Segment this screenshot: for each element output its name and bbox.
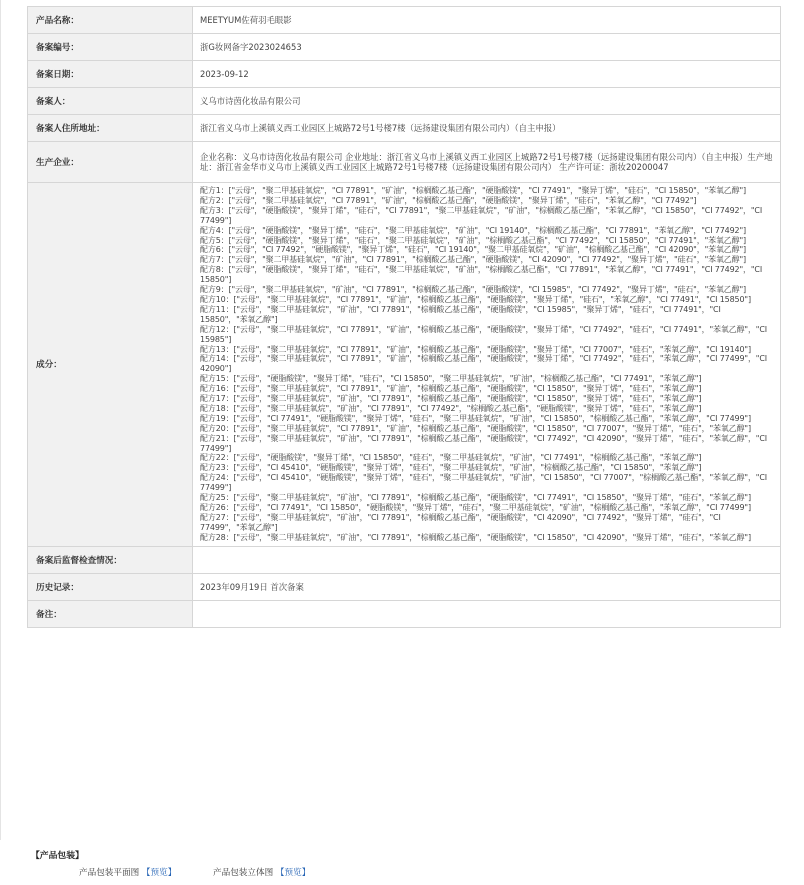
formula-item: 配方10：["云母"，"聚二甲基硅氧烷"，"CI 77891"，"矿油"，"棕榈酸乙基己酯"，"硬脂酸镁"，"聚异丁烯"，"硅石"，"苯氧乙醇"，"CI 77491"，"CI 15850"] [200,294,751,304]
history-value: 2023年09月19日 首次备案 [193,573,781,600]
record-date-value: 2023-09-12 [193,61,781,88]
supervision-label: 备案后监督检查情况： [28,546,193,573]
record-table [27,6,781,628]
formula-item: 配方14：["云母"，"聚二甲基硅氧烷"，"CI 77891"，"矿油"，"棕榈酸乙基己酯"，"硬脂酸镁"，"聚异丁烯"，"CI 77492"，"硅石"，"苯氧乙醇"，"CI 77499"，"CI 42090"] [200,354,767,374]
row-supervision [28,546,781,573]
formula-item: 配方7：["云母"，"聚二甲基硅氧烷"，"矿油"，"CI 77891"，"棕榈酸乙基己酯"，"硬脂酸镁"，"CI 42090"，"CI 77492"，"聚异丁烯"，"硅石"，"苯氧乙醇"] [200,255,746,265]
packaging-flat-preview-link[interactable]: 【预览】 [141,868,177,878]
formula-item: 配方5：["云母"，"硬脂酸镁"，"聚异丁烯"，"硅石"，"聚二甲基硅氧烷"，"矿油"，"棕榈酸乙基己酯"，"CI 77492"，"CI 15850"，"CI 77491"，"苯氧乙醇"] [200,235,746,245]
supervision-value [193,546,781,573]
remarks-value [193,600,781,627]
formula-item: 配方1：["云母"，"聚二甲基硅氧烷"，"CI 77891"，"矿油"，"棕榈酸乙基己酯"，"硬脂酸镁"，"CI 77491"，"聚异丁烯"，"硅石"，"CI 15850"，"苯氧乙醇"] [200,186,746,195]
row-manufacturer [28,142,781,183]
formula-item: 配方15：["云母"，"硬脂酸镁"，"聚异丁烯"，"硅石"，"CI 15850"，"聚二甲基硅氧烷"，"矿油"，"棕榈酸乙基己酯"，"CI 77491"，"苯氧乙醇"] [200,374,702,384]
formula-item: 配方21：["云母"，"聚二甲基硅氧烷"，"矿油"，"CI 77891"，"棕榈酸乙基己酯"，"硬脂酸镁"，"CI 77492"，"CI 42090"，"聚异丁烯"，"硅石"，"苯氧乙醇"，"CI 77499"] [200,433,767,453]
ingredients-label: 成分： [28,183,193,547]
packaging-solid-preview-link[interactable]: 【预览】 [275,868,311,878]
product-name-value: MEETYUM佐荷羽毛眼影 [193,7,781,34]
formula-item: 配方2：["云母"，"聚二甲基硅氧烷"，"CI 77891"，"矿油"，"棕榈酸乙基己酯"，"硬脂酸镁"，"聚异丁烯"，"硅石"，"苯氧乙醇"，"CI 77492"] [200,195,697,205]
registrant-address-value: 浙江省义乌市上溪镇义西工业园区上城路72号1号楼7楼（远扬建设集团有限公司内）（自主申报） [193,115,781,142]
product-name-label: 产品名称： [28,7,193,34]
ingredients-value [193,183,781,547]
page-border [0,0,1,840]
formula-item: 配方12：["云母"，"聚二甲基硅氧烷"，"CI 77891"，"矿油"，"棕榈酸乙基己酯"，"硬脂酸镁"，"聚异丁烯"，"CI 77492"，"硅石"，"CI 77491"，"苯氧乙醇"，"CI 15985"] [200,324,767,344]
packaging-flat-label: 产品包装平面图 [79,868,140,878]
record-number-label: 备案编号： [28,34,193,61]
formula-item: 配方17：["云母"，"聚二甲基硅氧烷"，"矿油"，"CI 77891"，"棕榈酸乙基己酯"，"硬脂酸镁"，"CI 15850"，"聚异丁烯"，"硅石"，"苯氧乙醇"] [200,394,702,404]
registrant-label: 备案人： [28,88,193,115]
formula-item: 配方23：["云母"，"CI 45410"，"硬脂酸镁"，"聚异丁烯"，"硅石"，"聚二甲基硅氧烷"，"矿油"，"棕榈酸乙基己酯"，"CI 15850"，"苯氧乙醇"] [200,463,702,473]
row-record-date [28,61,781,88]
record-number-value: 浙G妆网备字2023024653 [193,34,781,61]
row-product-name [28,7,781,34]
registrant-address-label: 备案人住所地址： [28,115,193,142]
formula-item: 配方4：["云母"，"硬脂酸镁"，"聚异丁烯"，"硅石"，"聚二甲基硅氧烷"，"矿油"，"CI 19140"，"棕榈酸乙基己酯"，"CI 77891"，"苯氧乙醇"，"CI 77492"] [200,225,746,235]
row-record-number [28,34,781,61]
manufacturer-value: 企业名称：义乌市诗茵化妆品有限公司 企业地址：浙江省义乌市上溪镇义西工业园区上城路72号1号楼7楼（远扬建设集团有限公司内）（自主申报）生产地址：浙江省金华市义乌市上溪镇义西工业园区上城路72号1号楼7楼（远扬建设集团有限公司内） 生产许可证：浙妆20200047 [193,142,781,183]
formula-item: 配方6：["云母"，"CI 77492"，"硬脂酸镁"，"聚异丁烯"，"硅石"，"CI 19140"，"聚二甲基硅氧烷"，"矿油"，"棕榈酸乙基己酯"，"CI 42090"，"苯氧乙醇"] [200,245,746,255]
formula-item: 配方9：["云母"，"聚二甲基硅氧烷"，"矿油"，"CI 77891"，"棕榈酸乙基己酯"，"硬脂酸镁"，"CI 15985"，"CI 77492"，"聚异丁烯"，"硅石"，"苯氧乙醇"] [200,285,746,295]
remarks-label: 备注： [28,600,193,627]
formula-item: 配方26：["云母"，"CI 77491"，"CI 15850"，"硬脂酸镁"，"聚异丁烯"，"硅石"，"聚二甲基硅氧烷"，"矿油"，"棕榈酸乙基己酯"，"苯氧乙醇"，"CI 77499"] [200,503,751,512]
packaging-title: 【产品包装】 [31,851,84,861]
row-remarks [28,600,781,627]
formula-item: 配方25：["云母"，"聚二甲基硅氧烷"，"矿油"，"CI 77891"，"棕榈酸乙基己酯"，"硬脂酸镁"，"CI 77491"，"CI 15850"，"聚异丁烯"，"硅石"，"苯氧乙醇"] [200,493,751,503]
formula-item: 配方28：["云母"，"聚二甲基硅氧烷"，"矿油"，"CI 77891"，"棕榈酸乙基己酯"，"硬脂酸镁"，"CI 15850"，"CI 42090"，"聚异丁烯"，"硅石"，"苯氧乙醇"] [200,532,751,542]
row-history [28,573,781,600]
packaging-solid-label: 产品包装立体图 [213,868,274,878]
formula-item: 配方18：["云母"，"聚二甲基硅氧烷"，"矿油"，"CI 77891"，"CI 77492"，"棕榈酸乙基己酯"，"硬脂酸镁"，"聚异丁烯"，"硅石"，"苯氧乙醇"] [200,403,702,413]
formula-item: 配方3：["云母"，"硬脂酸镁"，"聚异丁烯"，"硅石"，"CI 77891"，"聚二甲基硅氧烷"，"矿油"，"棕榈酸乙基己酯"，"苯氧乙醇"，"CI 15850"，"CI 77492"，"CI 77499"] [200,205,763,225]
formula-item: 配方20：["云母"，"聚二甲基硅氧烷"，"CI 77891"，"矿油"，"棕榈酸乙基己酯"，"硬脂酸镁"，"CI 15850"，"CI 77007"，"聚异丁烯"，"硅石"，"苯氧乙醇"] [200,423,751,433]
registrant-value: 义乌市诗茵化妆品有限公司 [193,88,781,115]
formula-item: 配方19：["云母"，"CI 77491"，"硬脂酸镁"，"聚异丁烯"，"硅石"，"聚二甲基硅氧烷"，"矿油"，"CI 15850"，"棕榈酸乙基己酯"，"苯氧乙醇"，"CI 77499"] [200,413,751,423]
formula-item: 配方22：["云母"，"硬脂酸镁"，"聚异丁烯"，"CI 15850"，"硅石"，"聚二甲基硅氧烷"，"矿油"，"CI 77491"，"棕榈酸乙基己酯"，"苯氧乙醇"] [200,453,702,463]
packaging-flat [79,866,176,878]
row-registrant [28,88,781,115]
row-ingredients [28,183,781,547]
formula-item: 配方24：["云母"，"CI 45410"，"硬脂酸镁"，"聚异丁烯"，"硅石"，"聚二甲基硅氧烷"，"矿油"，"CI 15850"，"CI 77007"，"棕榈酸乙基己酯"，"苯氧乙醇"，"CI 77499"] [200,473,767,493]
formula-item: 配方8：["云母"，"硬脂酸镁"，"聚异丁烯"，"硅石"，"聚二甲基硅氧烷"，"矿油"，"棕榈酸乙基己酯"，"CI 77891"，"苯氧乙醇"，"CI 77491"，"CI 77492"，"CI 15850"] [200,265,763,285]
history-label: 历史记录： [28,573,193,600]
formula-item: 配方13：["云母"，"聚二甲基硅氧烷"，"CI 77891"，"矿油"，"棕榈酸乙基己酯"，"硬脂酸镁"，"聚异丁烯"，"CI 77007"，"硅石"，"苯氧乙醇"，"CI 19140"] [200,344,751,354]
formula-item: 配方16：["云母"，"聚二甲基硅氧烷"，"CI 77891"，"矿油"，"棕榈酸乙基己酯"，"硬脂酸镁"，"CI 15850"，"聚异丁烯"，"硅石"，"苯氧乙醇"] [200,384,702,394]
formula-item: 配方27：["云母"，"聚二甲基硅氧烷"，"矿油"，"CI 77891"，"棕榈酸乙基己酯"，"硬脂酸镁"，"CI 42090"，"CI 77492"，"聚异丁烯"，"硅石"，"CI 77499"，"苯氧乙醇"] [200,512,721,532]
manufacturer-label: 生产企业： [28,142,193,183]
packaging-solid [213,866,310,878]
row-registrant-address [28,115,781,142]
record-date-label: 备案日期： [28,61,193,88]
formula-item: 配方11：["云母"，"聚二甲基硅氧烷"，"矿油"，"CI 77891"，"棕榈酸乙基己酯"，"硬脂酸镁"，"CI 15985"，"聚异丁烯"，"硅石"，"CI 77491"，"CI 15850"，"苯氧乙醇"] [200,304,721,324]
